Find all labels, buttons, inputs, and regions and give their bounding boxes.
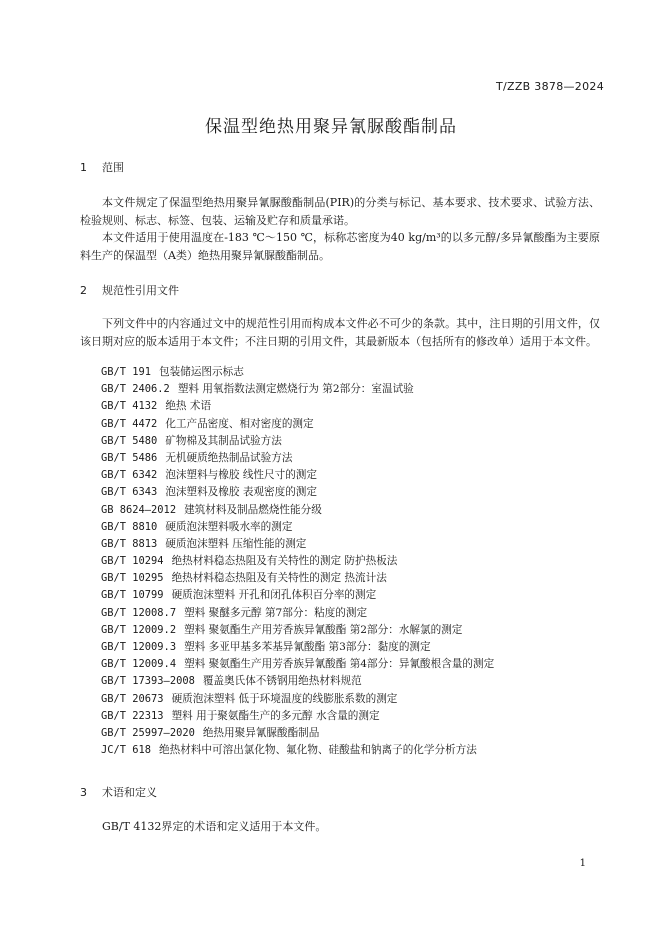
reference-title: 硬质泡沫塑料 压缩性能的测定	[165, 537, 307, 550]
reference-code: GB/T 10295	[101, 572, 164, 585]
reference-item	[101, 725, 494, 742]
section-number: 2	[80, 284, 87, 297]
reference-code: GB/T 5480	[101, 434, 158, 447]
reference-item	[101, 364, 494, 381]
reference-title: 塑料 聚醚多元醇 第7部分：粘度的测定	[184, 606, 368, 619]
reference-title: 塑料 用于聚氨酯生产的多元醇 水含量的测定	[171, 709, 380, 722]
reference-title: 塑料 聚氨酯生产用芳香族异氰酸酯 第2部分：水解氯的测定	[184, 623, 463, 636]
section-2-heading	[80, 282, 179, 298]
terms-paragraph: GB/T 4132界定的术语和定义适用于本文件。	[102, 820, 327, 833]
section-title: 术语和定义	[102, 786, 157, 799]
scope-paragraph-2: 本文件适用于使用温度在-183 ℃～150 ℃，标称芯密度为40 kg/m³的以多元醇/多异氰酸酯为主要原料生产的保温型（A类）绝热用聚异氰脲酸酯制品。	[80, 231, 600, 262]
reference-title: 包装储运图示标志	[159, 366, 244, 378]
reference-item	[101, 502, 494, 519]
reference-title: 塑料 聚氨酯生产用芳香族异氰酸酯 第4部分：异氰酸根含量的测定	[184, 658, 495, 671]
reference-title: 塑料 多亚甲基多苯基异氰酸酯 第3部分：黏度的测定	[184, 641, 431, 653]
page-number: 1	[579, 858, 586, 869]
section-title: 范围	[102, 161, 124, 174]
reference-code: GB/T 12009.3	[101, 641, 177, 653]
reference-item	[101, 519, 494, 536]
reference-code: GB/T 10799	[101, 589, 164, 602]
reference-item	[101, 484, 494, 501]
reference-code: GB/T 191	[101, 366, 152, 378]
reference-list	[101, 364, 494, 759]
reference-code: GB/T 22313	[101, 709, 164, 722]
reference-code: GB/T 10294	[101, 555, 164, 568]
reference-title: 绝热用聚异氰脲酸酯制品	[202, 726, 320, 739]
reference-title: 覆盖奥氏体不锈钢用绝热材料规范	[202, 675, 362, 688]
section-number: 3	[80, 786, 87, 799]
reference-item	[101, 398, 494, 415]
section-number: 1	[80, 161, 87, 174]
reference-code: GB/T 25997—2020	[101, 726, 195, 739]
reference-title: 泡沫塑料及橡胶 表观密度的测定	[165, 486, 317, 499]
reference-item	[101, 433, 494, 450]
reference-item	[101, 691, 494, 708]
reference-item	[101, 656, 494, 673]
reference-item	[101, 416, 494, 433]
reference-code: GB/T 2406.2	[101, 383, 170, 396]
reference-code: GB/T 4472	[101, 417, 158, 430]
standard-code: T/ZZB 3878—2024	[495, 80, 604, 93]
reference-title: 绝热材料稳态热阻及有关特性的测定 防护热板法	[171, 555, 398, 568]
reference-title: 建筑材料及制品燃烧性能分级	[184, 503, 322, 516]
reference-code: JC/T 618	[101, 744, 152, 757]
reference-code: GB/T 8813	[101, 537, 158, 550]
section-1-heading	[80, 159, 124, 175]
reference-item	[101, 742, 494, 759]
reference-item	[101, 587, 494, 604]
reference-code: GB/T 17393—2008	[101, 675, 195, 688]
reference-code: GB/T 20673	[101, 692, 164, 705]
reference-title: 塑料 用氧指数法测定燃烧行为 第2部分：室温试验	[177, 383, 414, 396]
reference-item	[101, 570, 494, 587]
reference-code: GB/T 12008.7	[101, 606, 177, 619]
reference-title: 绝热材料稳态热阻及有关特性的测定 热流计法	[171, 572, 387, 585]
reference-item	[101, 673, 494, 690]
reference-title: 矿物棉及其制品试验方法	[165, 434, 282, 447]
reference-title: 绝热材料中可溶出氯化物、氟化物、硅酸盐和钠离子的化学分析方法	[159, 744, 477, 757]
reference-code: GB/T 8810	[101, 520, 158, 533]
section-3-heading	[80, 784, 157, 800]
reference-item	[101, 536, 494, 553]
reference-item	[101, 467, 494, 484]
reference-code: GB/T 4132	[101, 400, 158, 413]
reference-title: 硬质泡沫塑料吸水率的测定	[165, 520, 293, 533]
reference-item	[101, 450, 494, 467]
reference-code: GB 8624—2012	[101, 503, 177, 516]
reference-code: GB/T 5486	[101, 451, 158, 464]
reference-code: GB/T 12009.4	[101, 658, 177, 671]
reference-item	[101, 708, 494, 725]
reference-title: 绝热 术语	[165, 400, 212, 413]
reference-item	[101, 639, 494, 656]
references-intro: 下列文件中的内容通过文中的规范性引用而构成本文件必不可少的条款。其中，注日期的引用文件，仅该日期对应的版本适用于本文件；不注日期的引用文件，其最新版本（包括所有的修改单）适用于本文件。	[80, 317, 600, 348]
reference-title: 化工产品密度、相对密度的测定	[165, 417, 314, 430]
reference-title: 无机硬质绝热制品试验方法	[165, 451, 293, 464]
reference-item	[101, 605, 494, 622]
reference-code: GB/T 6342	[101, 469, 158, 482]
reference-title: 硬质泡沫塑料 开孔和闭孔体积百分率的测定	[171, 589, 377, 602]
section-title: 规范性引用文件	[102, 284, 179, 297]
reference-code: GB/T 6343	[101, 486, 158, 499]
reference-title: 硬质泡沫塑料 低于环境温度的线膨胀系数的测定	[171, 692, 398, 705]
scope-paragraph-1: 本文件规定了保温型绝热用聚异氰脲酸酯制品(PIR)的分类与标记、基本要求、技术要求、试验方法、检验规则、标志、标签、包装、运输及贮存和质量承诺。	[80, 196, 600, 227]
reference-item	[101, 381, 494, 398]
reference-item	[101, 622, 494, 639]
document-title: 保温型绝热用聚异氰脲酸酯制品	[205, 117, 457, 137]
reference-code: GB/T 12009.2	[101, 623, 177, 636]
reference-item	[101, 553, 494, 570]
reference-title: 泡沫塑料与橡胶 线性尺寸的测定	[165, 469, 317, 482]
